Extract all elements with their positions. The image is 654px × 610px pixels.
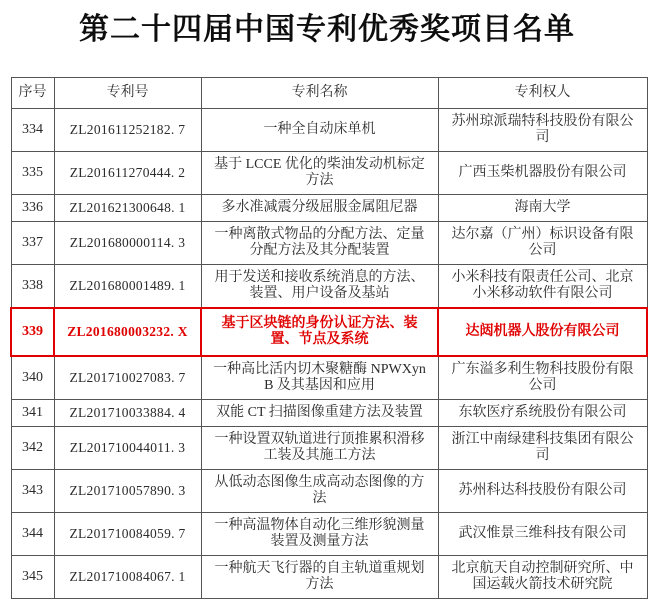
table-row <box>11 556 647 599</box>
patent-owner-cell: 浙江中南绿建科技集团有限公司 <box>438 427 647 470</box>
patent-number-cell: ZL201680000114. 3 <box>54 222 201 265</box>
document-page <box>0 12 654 610</box>
table-row <box>11 195 647 222</box>
header-row <box>11 78 647 109</box>
table-row <box>11 152 647 195</box>
serial-cell: 343 <box>11 470 54 513</box>
serial-cell: 344 <box>11 513 54 556</box>
patent-owner-cell: 广西玉柴机器股份有限公司 <box>438 152 647 195</box>
patent-owner-cell: 苏州科达科技股份有限公司 <box>438 470 647 513</box>
patent-number-cell: ZL201710033884. 4 <box>54 400 201 427</box>
table-row <box>11 470 647 513</box>
patent-name-cell: 用于发送和接收系统消息的方法、装置、用户设备及基站 <box>201 265 438 309</box>
patent-number-cell: ZL201710044011. 3 <box>54 427 201 470</box>
patent-name-cell: 一种高温物体自动化三维形貌测量装置及测量方法 <box>201 513 438 556</box>
patent-number-cell: ZL201710084067. 1 <box>54 556 201 599</box>
patent-owner-cell: 广东溢多利生物科技股份有限公司 <box>438 356 647 400</box>
col-header-serial: 序号 <box>11 78 54 109</box>
patent-owner-cell: 海南大学 <box>438 195 647 222</box>
patent-name-cell: 多水准减震分级屈服金属阻尼器 <box>201 195 438 222</box>
patent-number-cell: ZL201710057890. 3 <box>54 470 201 513</box>
patent-name-cell: 一种离散式物品的分配方法、定量分配方法及其分配装置 <box>201 222 438 265</box>
patent-owner-cell: 达闼机器人股份有限公司 <box>438 308 647 356</box>
patent-number-cell: ZL201680001489. 1 <box>54 265 201 309</box>
patent-number-cell: ZL201621300648. 1 <box>54 195 201 222</box>
patent-award-table <box>10 77 648 599</box>
patent-name-cell: 一种设置双轨道进行顶推累积滑移工装及其施工方法 <box>201 427 438 470</box>
patent-owner-cell: 小米科技有限责任公司、北京小米移动软件有限公司 <box>438 265 647 309</box>
table-body <box>11 109 647 599</box>
col-header-patent-name: 专利名称 <box>201 78 438 109</box>
table-row <box>11 265 647 309</box>
patent-name-cell: 一种全自动床单机 <box>201 109 438 152</box>
table-row <box>11 427 647 470</box>
table-row <box>11 308 647 356</box>
col-header-patent-owner: 专利权人 <box>438 78 647 109</box>
serial-cell: 336 <box>11 195 54 222</box>
patent-owner-cell: 达尔嘉（广州）标识设备有限公司 <box>438 222 647 265</box>
patent-number-cell: ZL201710084059. 7 <box>54 513 201 556</box>
serial-cell: 335 <box>11 152 54 195</box>
patent-number-cell: ZL201611252182. 7 <box>54 109 201 152</box>
document-title: 第二十四届中国专利优秀奖项目名单 <box>79 13 575 46</box>
serial-cell: 342 <box>11 427 54 470</box>
table-row <box>11 222 647 265</box>
serial-cell: 338 <box>11 265 54 309</box>
serial-cell: 345 <box>11 556 54 599</box>
patent-name-cell: 基于区块链的身份认证方法、装置、节点及系统 <box>201 308 438 356</box>
patent-name-cell: 从低动态图像生成高动态图像的方法 <box>201 470 438 513</box>
serial-cell: 341 <box>11 400 54 427</box>
table-row <box>11 356 647 400</box>
serial-cell: 337 <box>11 222 54 265</box>
patent-name-cell: 一种高比活内切木聚糖酶 NPWXynB 及其基因和应用 <box>201 356 438 400</box>
patent-owner-cell: 武汉惟景三维科技有限公司 <box>438 513 647 556</box>
patent-number-cell: ZL201680003232. X <box>54 308 201 356</box>
serial-cell: 334 <box>11 109 54 152</box>
patent-owner-cell: 东软医疗系统股份有限公司 <box>438 400 647 427</box>
patent-owner-cell: 苏州琼派瑞特科技股份有限公司 <box>438 109 647 152</box>
patent-name-cell: 双能 CT 扫描图像重建方法及装置 <box>201 400 438 427</box>
table-row <box>11 400 647 427</box>
patent-name-cell: 一种航天飞行器的自主轨道重规划方法 <box>201 556 438 599</box>
patent-owner-cell: 北京航天自动控制研究所、中国运载火箭技术研究院 <box>438 556 647 599</box>
serial-cell: 340 <box>11 356 54 400</box>
table-row <box>11 513 647 556</box>
table-row <box>11 109 647 152</box>
patent-name-cell: 基于 LCCE 优化的柴油发动机标定方法 <box>201 152 438 195</box>
patent-number-cell: ZL201611270444. 2 <box>54 152 201 195</box>
col-header-patent-number: 专利号 <box>54 78 201 109</box>
serial-cell: 339 <box>11 308 54 356</box>
patent-number-cell: ZL201710027083. 7 <box>54 356 201 400</box>
